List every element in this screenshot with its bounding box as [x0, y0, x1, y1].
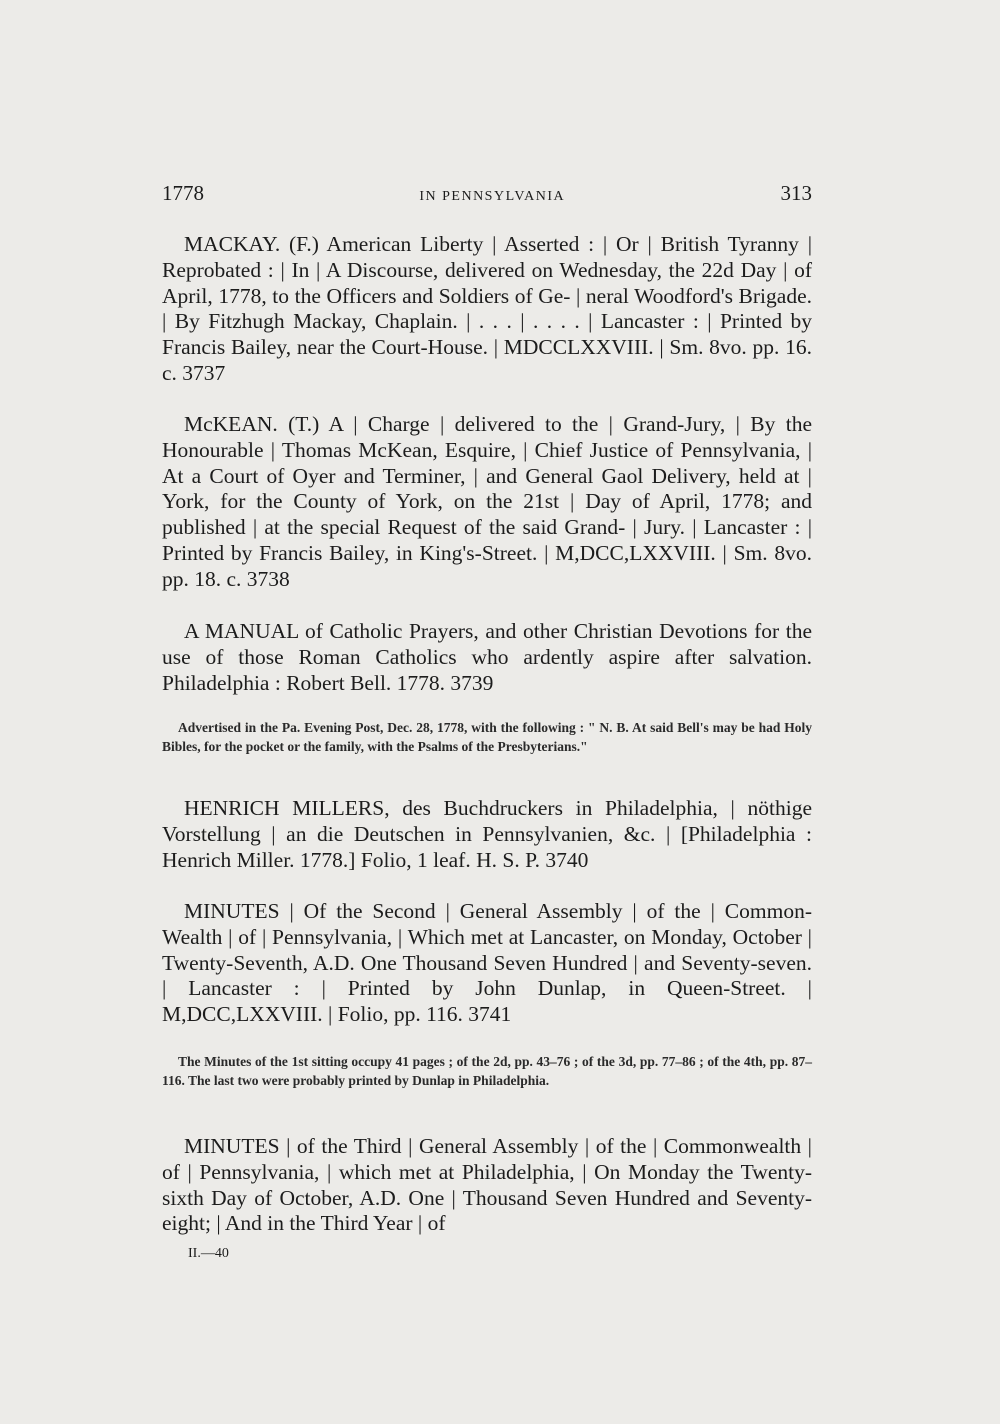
entry-text: A MANUAL of Catholic Prayers, and other Christian Devotions for the use of those Roman Catholics who ardently aspire after salvation. Philadelphia : Robert Bell. 1778. 3739 [162, 619, 812, 695]
page-number: 313 [780, 181, 812, 205]
header-year: 1778 [162, 181, 204, 205]
entry-text: HENRICH MILLERS, des Buchdruckers in Philadelphia, | nöthige Vorstellung | an die Deutschen in Pennsylvanien, &c. | [Philadelphia : Henrich Miller. 1778.] Folio, 1 leaf. H. S. P. 3740 [162, 796, 812, 872]
entry-3739-note [162, 718, 812, 756]
note-text: Advertised in the Pa. Evening Post, Dec. 28, 1778, with the following : " N. B. At said Bell's may be had Holy Bibles, for the pocket or the family, with the Psalms of the Presbyterians." [162, 720, 812, 754]
entry-3739 [162, 619, 812, 696]
running-header [162, 181, 812, 215]
signature-mark: II.—40 [188, 1246, 229, 1261]
entry-3737 [162, 232, 812, 387]
entry-3740 [162, 796, 812, 873]
entry-text: MINUTES | Of the Second | General Assembly | of the | Common-Wealth | of | Pennsylvania, | Which met at Lancaster, on Monday, October | Twenty-Seventh, A.D. One Thousand Seven Hundred | and Seventy-seven. | Lancaster : | Printed by John Dunlap, in Queen-Street. | M,DCC,LXXVIII. | Folio, pp. 116. 3741 [162, 899, 812, 1027]
entry-text: MINUTES | of the Third | General Assembly | of the | Commonwealth | of | Pennsylvania, | which met at Philadelphia, | On Monday the Twenty-sixth Day of October, A.D. One | Thousand Seven Hundred and Seventy-eight; | And in the Third Year | of [162, 1134, 812, 1236]
header-title: IN PENNSYLVANIA [419, 189, 566, 204]
entry-text: McKEAN. (T.) A | Charge | delivered to the | Grand-Jury, | By the Honourable | Thomas McKean, Esquire, | Chief Justice of Pennsylvania, | At a Court of Oyer and Terminer, | and General Gaol Delivery, held at | York, for the County of York, on the 21st | Day of April, 1778; and published | at the special Request of the said Grand- | Jury. | Lancaster : | Printed by Francis Bailey, in King's-Street. | M,DCC,LXXVIII. | Sm. 8vo. pp. 18. c. 3738 [162, 412, 812, 591]
entry-text: MACKAY. (F.) American Liberty | Asserted : | Or | British Tyranny | Reprobated : | In | A Discourse, delivered on Wednesday, the 22d Day | of April, 1778, to the Officers and Soldiers of Ge- | neral Woodford's Brigade. | By Fitzhugh Mackay, Chaplain. | . . . | . . . . | Lancaster : | Printed by Francis Bailey, near the Court-House. | MDCCLXXVIII. | Sm. 8vo. pp. 16. c. 3737 [162, 232, 812, 385]
entry-next-minutes [162, 1134, 812, 1237]
entry-3738 [162, 412, 812, 593]
entry-3741-note [162, 1052, 812, 1090]
entry-3741 [162, 899, 812, 1028]
note-text: The Minutes of the 1st sitting occupy 41 pages ; of the 2d, pp. 43–76 ; of the 3d, pp. 77–86 ; of the 4th, pp. 87–116. The last two were probably printed by Dunlap in Philadelphia. [162, 1054, 812, 1088]
